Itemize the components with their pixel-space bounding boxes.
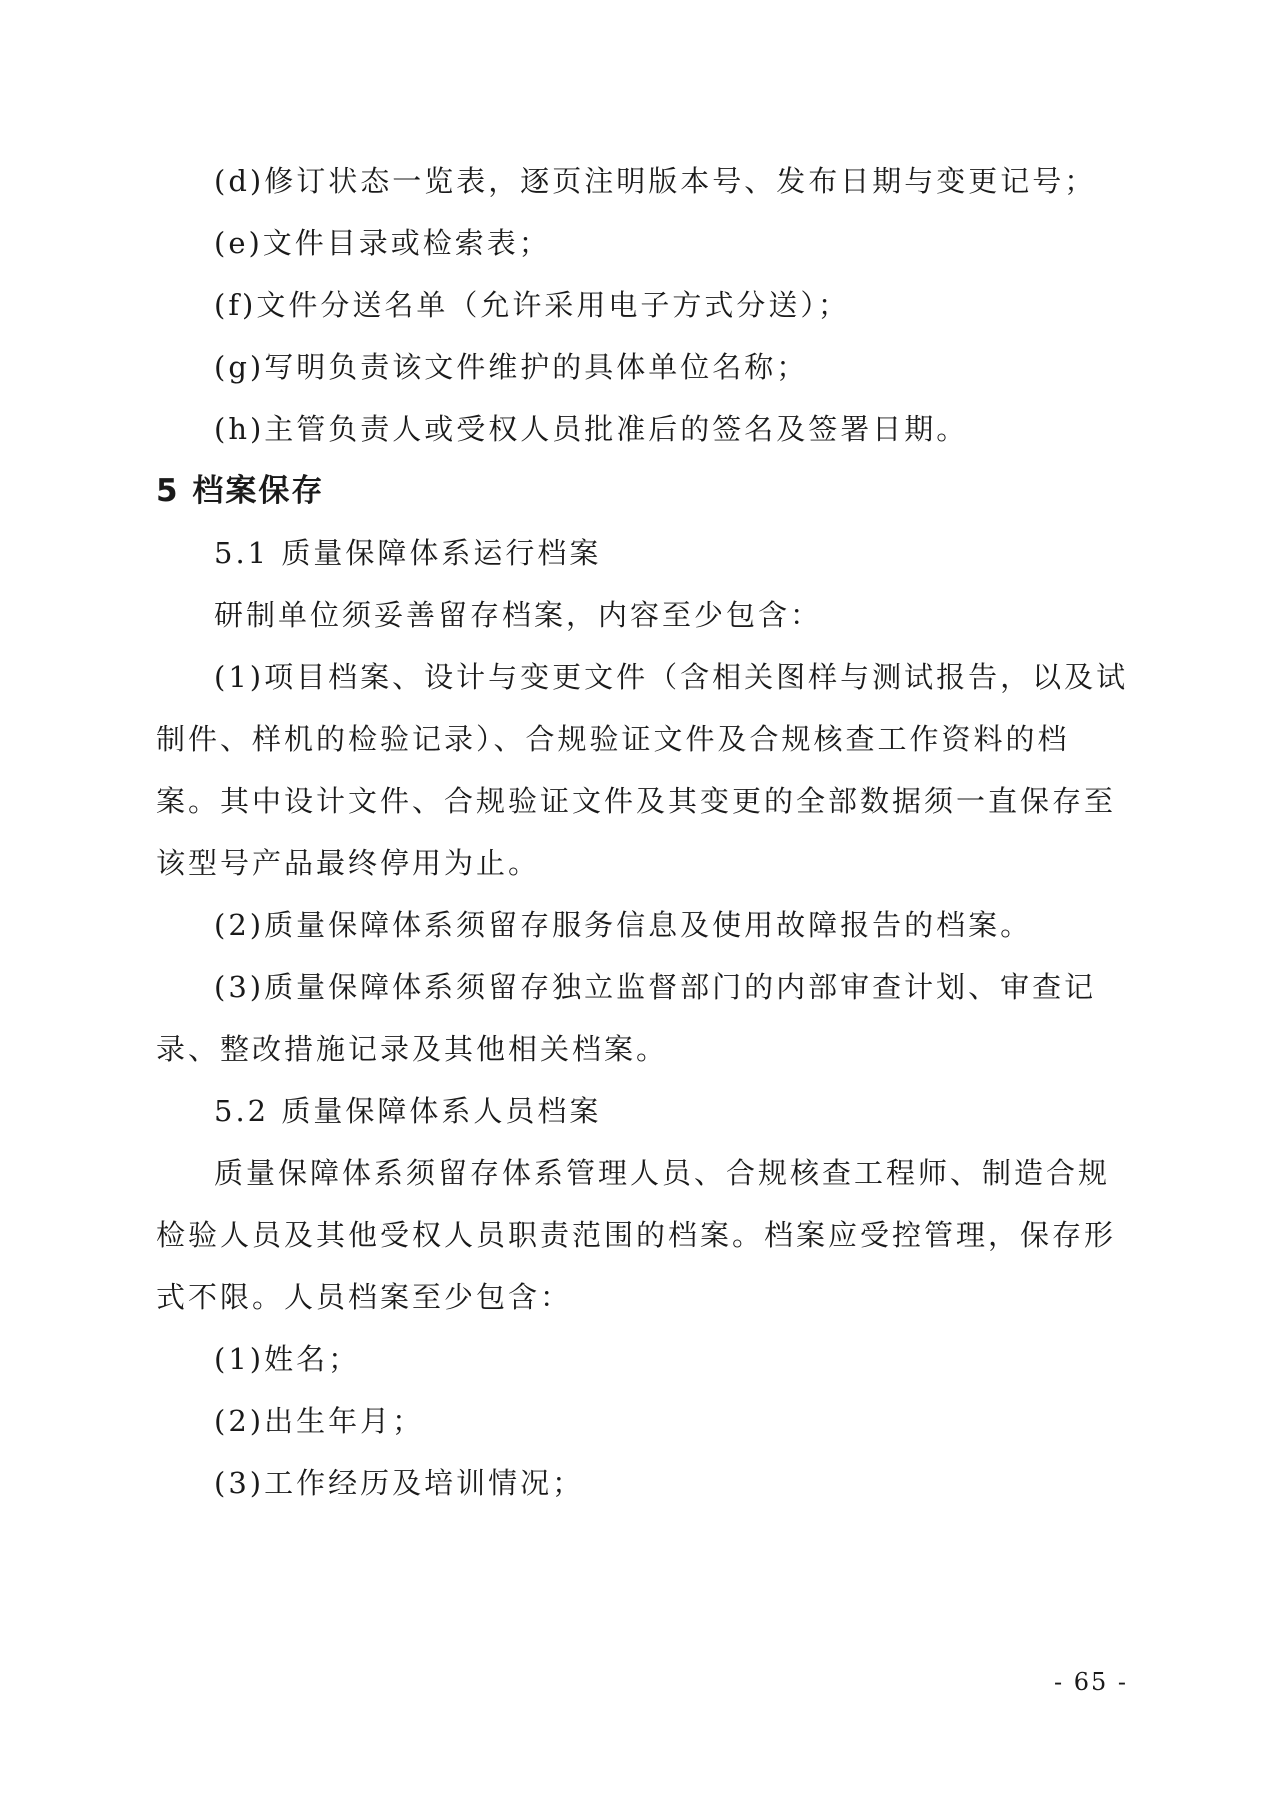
subsection-intro-5-1: 研制单位须妥善留存档案，内容至少包含： — [214, 598, 823, 632]
subsection-heading-5-2: 5.2 质量保障体系人员档案 — [214, 1094, 602, 1128]
record-item-name: (1)姓名； — [214, 1342, 361, 1376]
list-item-f: (f)文件分送名单（允许采用电子方式分送）； — [214, 288, 850, 322]
paragraph-item-3: (3)质量保障体系须留存独立监督部门的内部审查计划、审查记录、整改措施记录及其他相关档案。 — [156, 970, 1097, 1066]
paragraph-item-2: (2)质量保障体系须留存服务信息及使用故障报告的档案。 — [214, 908, 1033, 942]
list-item-e: (e)文件目录或检索表； — [214, 226, 551, 260]
list-item-h: (h)主管负责人或受权人员批准后的签名及签署日期。 — [214, 412, 969, 446]
subsection-intro-5-2: 质量保障体系须留存体系管理人员、合规核查工程师、制造合规检验人员及其他受权人员职责范围的档案。档案应受控管理，保存形式不限。人员档案至少包含： — [156, 1156, 1117, 1314]
paragraph-item-1: (1)项目档案、设计与变更文件（含相关图样与测试报告，以及试制件、样机的检验记录）、合规验证文件及合规核查工作资料的档案。其中设计文件、合规验证文件及其变更的全部数据须一直保存至该型号产品最终停用为止。 — [156, 660, 1129, 880]
document-page — [156, 150, 1132, 1514]
section-heading: 5 档案保存 — [156, 473, 325, 509]
subsection-heading-5-1: 5.1 质量保障体系运行档案 — [214, 536, 602, 570]
list-item-d: (d)修订状态一览表，逐页注明版本号、发布日期与变更记号； — [214, 164, 1097, 198]
record-item-birth: (2)出生年月； — [214, 1404, 425, 1438]
list-item-g: (g)写明负责该文件维护的具体单位名称； — [214, 350, 809, 384]
page-number: - 65 - — [1053, 1668, 1128, 1696]
record-item-history: (3)工作经历及培训情况； — [214, 1466, 585, 1500]
